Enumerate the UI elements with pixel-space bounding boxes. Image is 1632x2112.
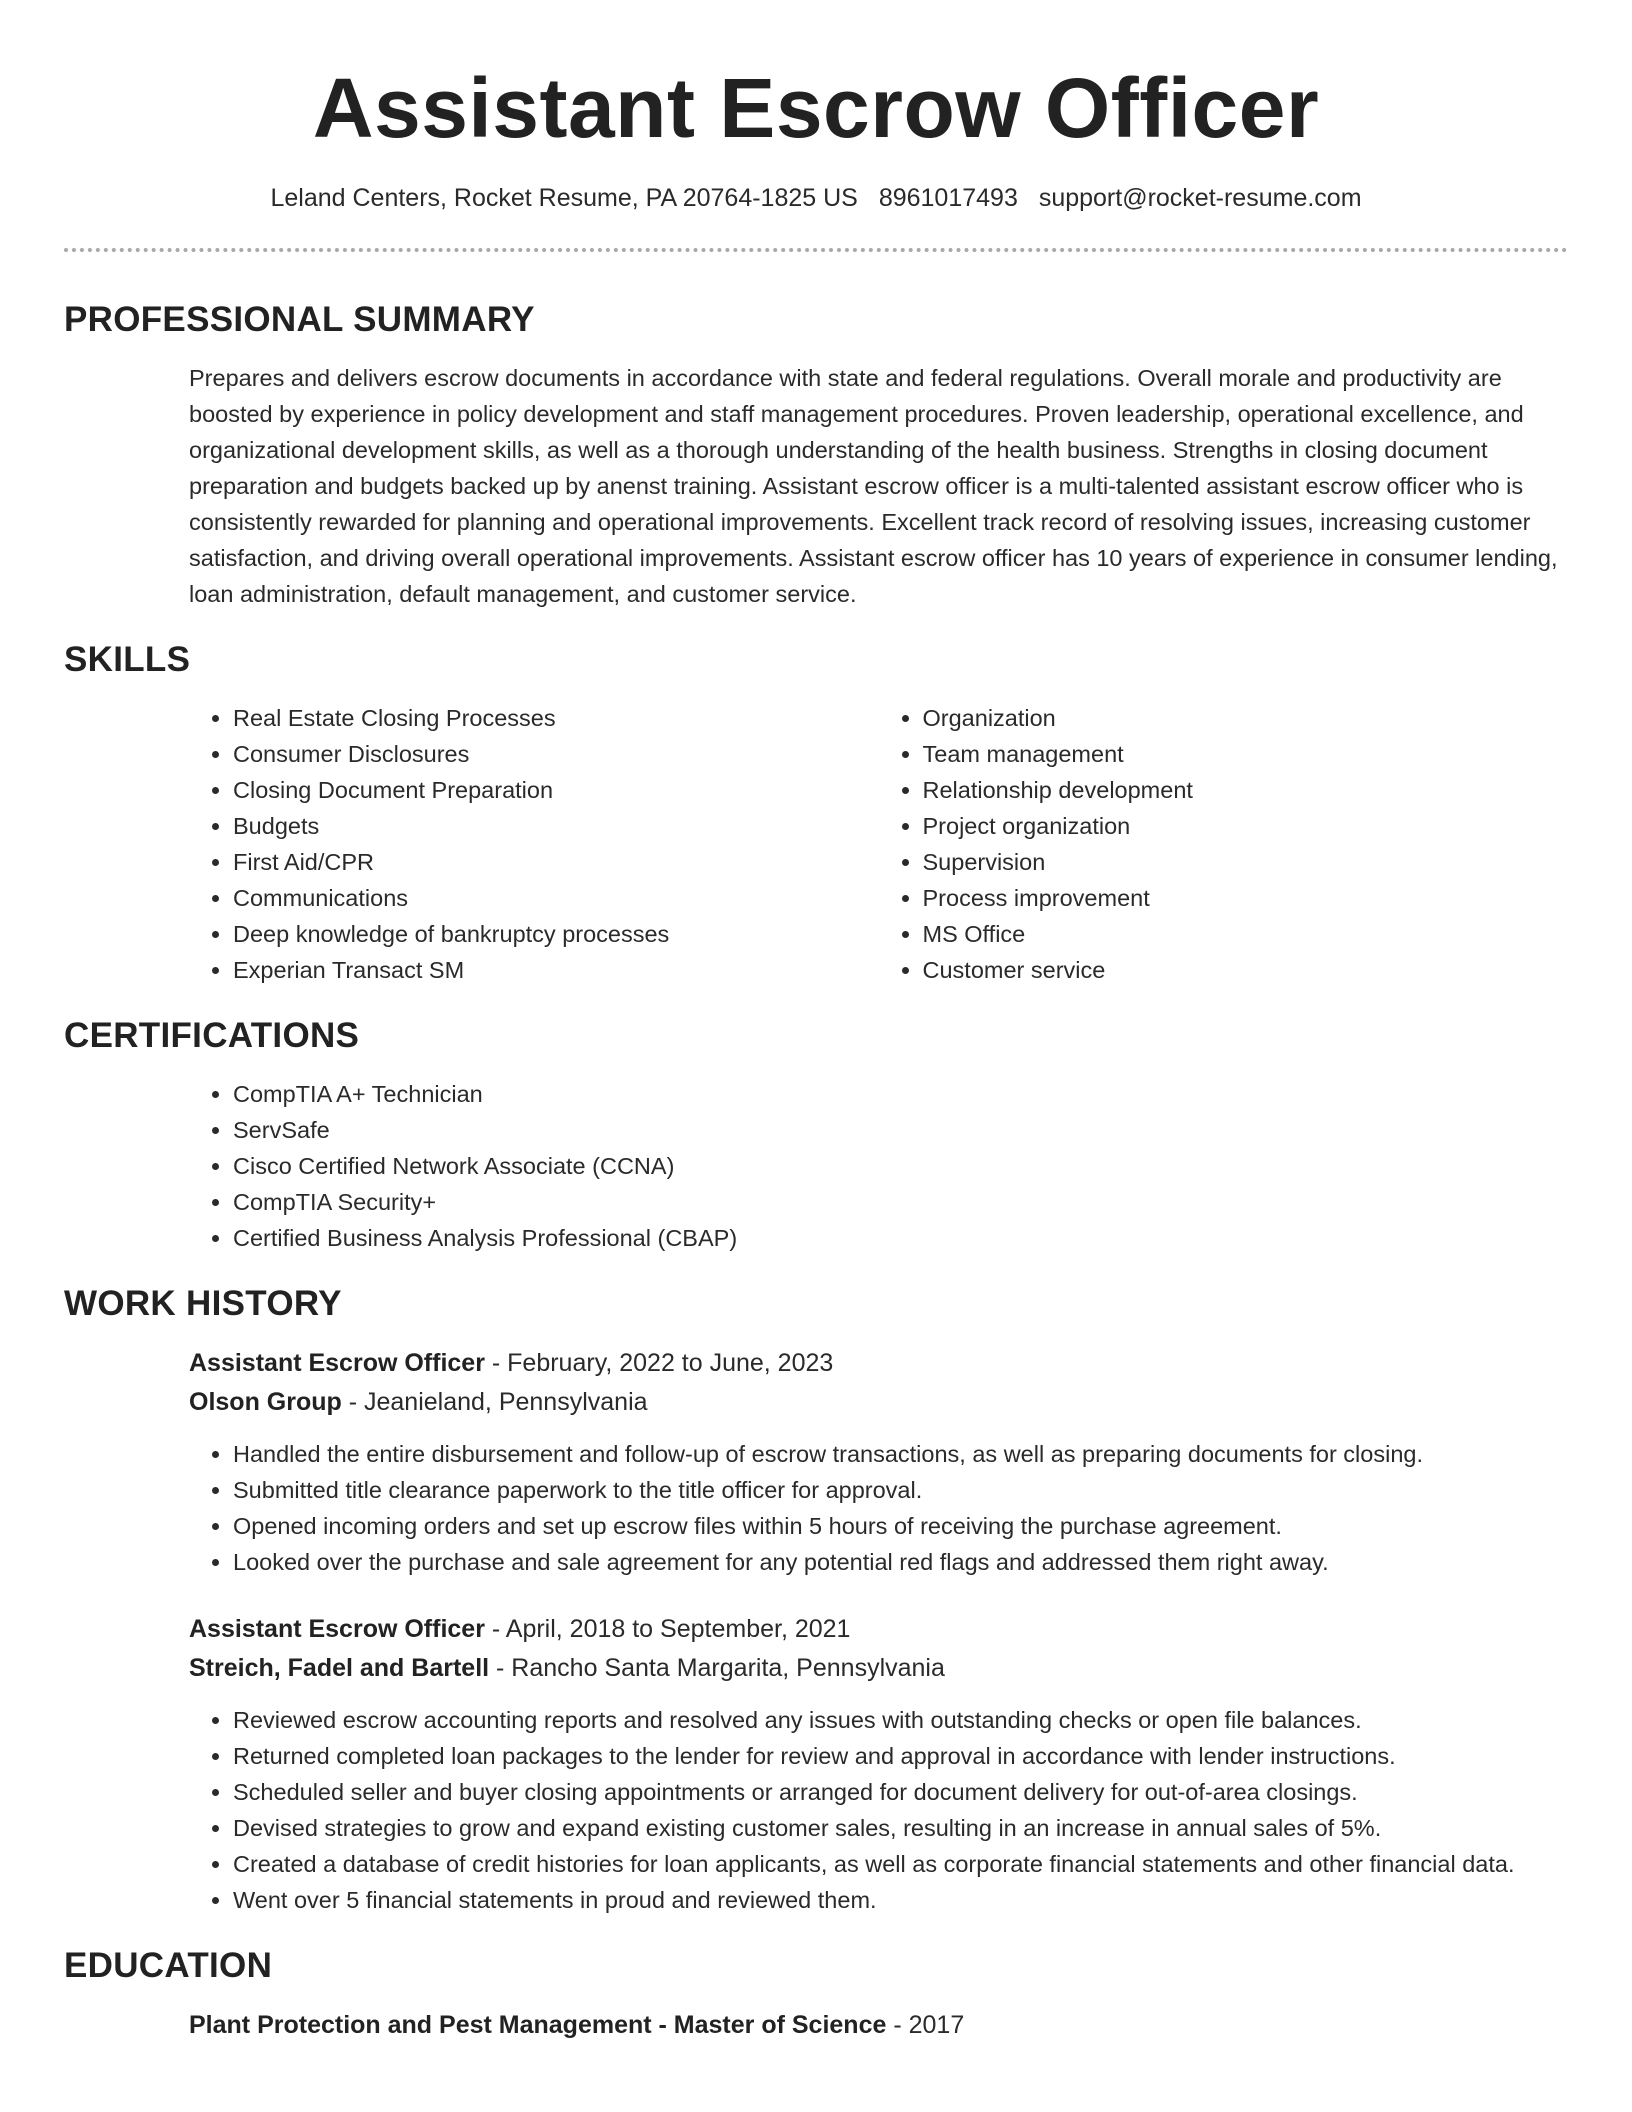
job-dates: - February, 2022 to June, 2023 bbox=[484, 1349, 834, 1377]
certifications-section bbox=[64, 1014, 1568, 1256]
list-item: • CompTIA A+ Technician bbox=[233, 1076, 1568, 1112]
education-section bbox=[64, 1944, 1568, 2045]
resume-title: Assistant Escrow Officer bbox=[312, 61, 1320, 155]
certifications-heading: CERTIFICATIONS bbox=[64, 1016, 360, 1055]
education-degree: Plant Protection and Pest Management - Master of Science bbox=[189, 2011, 887, 2039]
job-entry bbox=[189, 1344, 1568, 1580]
education-year: - 2017 bbox=[886, 2011, 965, 2039]
job-company: Streich, Fadel and Bartell bbox=[189, 1654, 490, 1682]
list-item: • Real Estate Closing Processes bbox=[233, 700, 879, 736]
job-entry bbox=[189, 1610, 1568, 1918]
certifications-body bbox=[189, 1076, 1568, 1256]
education-entry bbox=[189, 2006, 1568, 2045]
list-item: • Project organization bbox=[923, 808, 1569, 844]
work-section bbox=[64, 1282, 1568, 1918]
job-dates: - April, 2018 to September, 2021 bbox=[484, 1615, 851, 1643]
list-item: • Consumer Disclosures bbox=[233, 736, 879, 772]
list-item: • Reviewed escrow accounting reports and resolved any issues with outstanding checks or open file balances. bbox=[233, 1702, 1568, 1738]
list-item: • Team management bbox=[923, 736, 1569, 772]
job-title-line bbox=[189, 1610, 1568, 1649]
list-item: • Went over 5 financial statements in proud and reviewed them. bbox=[233, 1882, 1568, 1918]
summary-heading: PROFESSIONAL SUMMARY bbox=[64, 300, 535, 339]
list-item: • Returned completed loan packages to the lender for review and approval in accordance with lender instructions. bbox=[233, 1738, 1568, 1774]
contact-address: Leland Centers, Rocket Resume, PA 20764-1825 US bbox=[270, 184, 858, 212]
list-item: • Budgets bbox=[233, 808, 879, 844]
job-title-line bbox=[189, 1344, 1568, 1383]
list-item: • ServSafe bbox=[233, 1112, 1568, 1148]
list-item: • MS Office bbox=[923, 916, 1569, 952]
list-item: • Created a database of credit histories for loan applicants, as well as corporate financial statements and other financial data. bbox=[233, 1846, 1568, 1882]
job-bullets bbox=[189, 1436, 1568, 1580]
skills-columns bbox=[189, 700, 1568, 988]
job-company: Olson Group bbox=[189, 1388, 342, 1416]
summary-section bbox=[64, 298, 1568, 612]
list-item: • Relationship development bbox=[923, 772, 1569, 808]
list-item: • Deep knowledge of bankruptcy processes bbox=[233, 916, 879, 952]
list-item: • First Aid/CPR bbox=[233, 844, 879, 880]
job-location: - Jeanieland, Pennsylvania bbox=[341, 1388, 648, 1416]
skills-section bbox=[64, 638, 1568, 988]
list-item: • Customer service bbox=[923, 952, 1569, 988]
work-heading: WORK HISTORY bbox=[64, 1284, 342, 1323]
list-item: • Organization bbox=[923, 700, 1569, 736]
list-item: • Communications bbox=[233, 880, 879, 916]
job-location: - Rancho Santa Margarita, Pennsylvania bbox=[489, 1654, 945, 1682]
skills-list-right bbox=[879, 700, 1569, 988]
list-item: • Devised strategies to grow and expand existing customer sales, resulting in an increase in annual sales of 5%. bbox=[233, 1810, 1568, 1846]
skills-heading: SKILLS bbox=[64, 640, 191, 679]
list-item: • Supervision bbox=[923, 844, 1569, 880]
contact-phone: 8961017493 bbox=[878, 184, 1018, 212]
job-role: Assistant Escrow Officer bbox=[189, 1615, 485, 1643]
list-item: • Cisco Certified Network Associate (CCNA) bbox=[233, 1148, 1568, 1184]
list-item: • Handled the entire disbursement and follow-up of escrow transactions, as well as preparing documents for closing. bbox=[233, 1436, 1568, 1472]
list-item: • Process improvement bbox=[923, 880, 1569, 916]
list-item: • Submitted title clearance paperwork to the title officer for approval. bbox=[233, 1472, 1568, 1508]
list-item: • Closing Document Preparation bbox=[233, 772, 879, 808]
resume-page bbox=[64, 0, 1568, 2045]
certifications-list bbox=[189, 1076, 1568, 1256]
job-company-line bbox=[189, 1649, 1568, 1688]
list-item: • Opened incoming orders and set up escrow files within 5 hours of receiving the purchase agreement. bbox=[233, 1508, 1568, 1544]
list-item: • Looked over the purchase and sale agreement for any potential red flags and addressed them right away. bbox=[233, 1544, 1568, 1580]
list-item: • Experian Transact SM bbox=[233, 952, 879, 988]
education-heading: EDUCATION bbox=[64, 1946, 273, 1985]
contact-line bbox=[64, 182, 1568, 214]
job-role: Assistant Escrow Officer bbox=[189, 1349, 485, 1377]
contact-email: support@rocket-resume.com bbox=[1038, 184, 1362, 212]
header-divider bbox=[64, 248, 1568, 252]
summary-text: Prepares and delivers escrow documents in accordance with state and federal regulations. Overall morale and productivity are boosted by experience in policy development and staff management procedures. Proven leadership, operational excellence, and organizational development skills, as well as a thorough understanding of the health business. Strengths in closing document preparation and budgets backed up by anenst training. Assistant escrow officer is a multi-talented assistant escrow officer who is consistently rewarded for planning and operational improvements. Excellent track record of resolving issues, increasing customer satisfaction, and driving overall operational improvements. Assistant escrow officer has 10 years of experience in consumer lending, loan administration, default management, and customer service. bbox=[189, 365, 1558, 607]
skills-list-left bbox=[189, 700, 879, 988]
list-item: • CompTIA Security+ bbox=[233, 1184, 1568, 1220]
job-company-line bbox=[189, 1383, 1568, 1422]
list-item: • Scheduled seller and buyer closing appointments or arranged for document delivery for out-of-area closings. bbox=[233, 1774, 1568, 1810]
job-bullets bbox=[189, 1702, 1568, 1918]
list-item: • Certified Business Analysis Professional (CBAP) bbox=[233, 1220, 1568, 1256]
